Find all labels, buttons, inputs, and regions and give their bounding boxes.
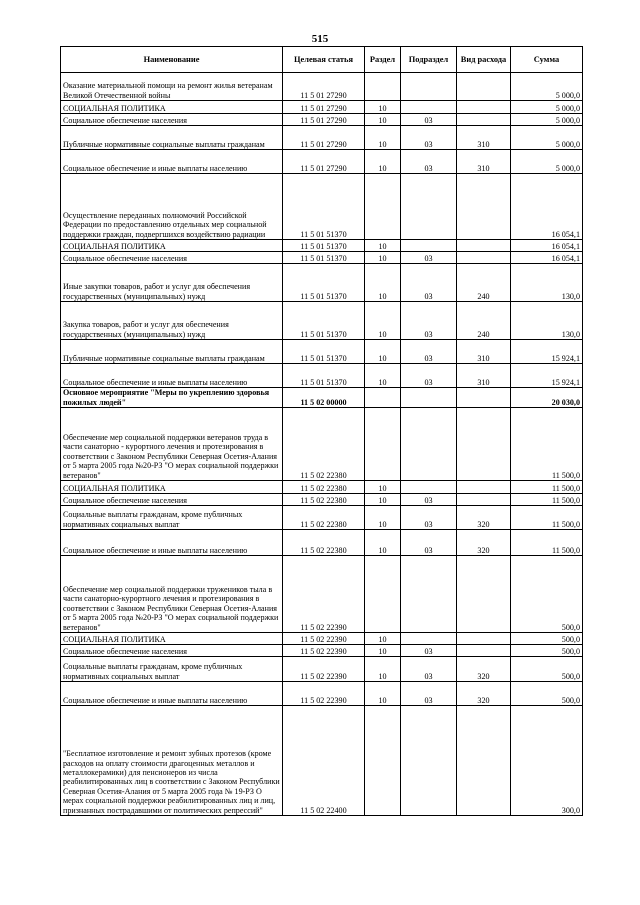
row-subsection (401, 240, 457, 252)
row-target-article: 11 5 01 27290 (283, 150, 365, 174)
row-name: Иные закупки товаров, работ и услуг для обеспечения государственных (муниципальных) нужд (61, 264, 283, 302)
row-expense-type (457, 481, 511, 494)
table-header-row (61, 47, 583, 73)
row-expense-type: 320 (457, 682, 511, 706)
row-section: 10 (365, 506, 401, 530)
row-amount: 130,0 (511, 264, 583, 302)
row-name: Социальные выплаты гражданам, кроме публичных нормативных социальных выплат (61, 506, 283, 530)
row-target-article: 11 5 02 22380 (283, 408, 365, 481)
row-expense-type (457, 494, 511, 506)
row-section (365, 556, 401, 633)
row-name: Социальное обеспечение и иные выплаты населению (61, 682, 283, 706)
row-target-article: 11 5 02 00000 (283, 388, 365, 408)
row-target-article: 11 5 01 51370 (283, 174, 365, 240)
header-expense-type: Вид расхода (457, 47, 511, 73)
row-expense-type (457, 174, 511, 240)
table-row (61, 408, 583, 481)
row-target-article: 11 5 02 22380 (283, 494, 365, 506)
row-subsection: 03 (401, 126, 457, 150)
table-row (61, 174, 583, 240)
row-target-article: 11 5 02 22390 (283, 682, 365, 706)
row-target-article: 11 5 01 27290 (283, 73, 365, 101)
row-subsection (401, 101, 457, 114)
row-name: Закупка товаров, работ и услуг для обеспечения государственных (муниципальных) нужд (61, 302, 283, 340)
row-expense-type (457, 633, 511, 645)
row-subsection (401, 556, 457, 633)
row-subsection: 03 (401, 150, 457, 174)
row-section: 10 (365, 682, 401, 706)
row-section: 10 (365, 364, 401, 388)
header-target-article: Целевая статья (283, 47, 365, 73)
row-name: СОЦИАЛЬНАЯ ПОЛИТИКА (61, 101, 283, 114)
row-name: Социальное обеспечение населения (61, 645, 283, 657)
row-target-article: 11 5 02 22380 (283, 530, 365, 556)
row-subsection: 03 (401, 645, 457, 657)
page-number: 515 (311, 33, 329, 45)
row-target-article: 11 5 02 22400 (283, 706, 365, 816)
row-amount: 5 000,0 (511, 150, 583, 174)
row-expense-type (457, 408, 511, 481)
row-subsection: 03 (401, 302, 457, 340)
row-section: 10 (365, 252, 401, 264)
row-amount: 5 000,0 (511, 73, 583, 101)
row-name: Социальное обеспечение и иные выплаты населению (61, 530, 283, 556)
table-body (61, 73, 583, 816)
row-subsection: 03 (401, 494, 457, 506)
row-expense-type: 310 (457, 126, 511, 150)
row-target-article: 11 5 02 22390 (283, 645, 365, 657)
row-amount: 300,0 (511, 706, 583, 816)
row-section: 10 (365, 494, 401, 506)
row-target-article: 11 5 01 51370 (283, 264, 365, 302)
row-name: СОЦИАЛЬНАЯ ПОЛИТИКА (61, 633, 283, 645)
row-section: 10 (365, 150, 401, 174)
row-subsection: 03 (401, 340, 457, 364)
row-amount: 500,0 (511, 682, 583, 706)
row-name: Обеспечение мер социальной поддержки тружеников тыла в части санаторно-курортного лечения и протезирования в соответствии с Законом Республики Северная Осетия-Алания от 5 марта 2005 года №20-РЗ "О мерах социальной поддержки ветеранов" (61, 556, 283, 633)
row-subsection: 03 (401, 682, 457, 706)
row-name: Обеспечение мер социальной поддержки ветеранов труда в части санаторно - курортного лечения и протезирования в соответствии с Законом Республики Северная Осетия-Алания от 5 марта 2005 года №20-РЗ "О мерах социальной поддержки ветеранов" (61, 408, 283, 481)
row-target-article: 11 5 02 22390 (283, 556, 365, 633)
row-section: 10 (365, 645, 401, 657)
header-section: Раздел (365, 47, 401, 73)
table-row (61, 530, 583, 556)
row-subsection (401, 633, 457, 645)
row-expense-type (457, 240, 511, 252)
row-section: 10 (365, 264, 401, 302)
table-row (61, 240, 583, 252)
table-row (61, 682, 583, 706)
row-name: СОЦИАЛЬНАЯ ПОЛИТИКА (61, 240, 283, 252)
row-name: Социальное обеспечение и иные выплаты населению (61, 364, 283, 388)
table-row (61, 506, 583, 530)
row-expense-type: 240 (457, 264, 511, 302)
row-target-article: 11 5 01 51370 (283, 340, 365, 364)
row-target-article: 11 5 01 51370 (283, 252, 365, 264)
row-target-article: 11 5 02 22390 (283, 633, 365, 645)
row-name: Социальные выплаты гражданам, кроме публичных нормативных социальных выплат (61, 657, 283, 682)
header-subsection: Подраздел (401, 47, 457, 73)
row-target-article: 11 5 02 22380 (283, 506, 365, 530)
row-section (365, 388, 401, 408)
row-target-article: 11 5 01 27290 (283, 126, 365, 150)
table-row (61, 706, 583, 816)
row-subsection: 03 (401, 530, 457, 556)
row-expense-type (457, 114, 511, 126)
row-amount: 5 000,0 (511, 114, 583, 126)
table-row (61, 633, 583, 645)
table-row (61, 126, 583, 150)
row-subsection (401, 706, 457, 816)
row-section: 10 (365, 657, 401, 682)
row-subsection (401, 73, 457, 101)
row-expense-type (457, 556, 511, 633)
row-amount: 20 030,0 (511, 388, 583, 408)
row-amount: 130,0 (511, 302, 583, 340)
row-expense-type: 320 (457, 657, 511, 682)
row-section: 10 (365, 633, 401, 645)
row-name: СОЦИАЛЬНАЯ ПОЛИТИКА (61, 481, 283, 494)
table-row (61, 645, 583, 657)
row-name: Социальное обеспечение населения (61, 114, 283, 126)
row-section (365, 408, 401, 481)
header-amount: Сумма (511, 47, 583, 73)
table-row (61, 494, 583, 506)
row-target-article: 11 5 02 22380 (283, 481, 365, 494)
row-section (365, 706, 401, 816)
row-expense-type (457, 101, 511, 114)
row-name: Публичные нормативные социальные выплаты гражданам (61, 340, 283, 364)
row-target-article: 11 5 01 51370 (283, 302, 365, 340)
row-amount: 500,0 (511, 657, 583, 682)
row-subsection (401, 174, 457, 240)
table-row (61, 101, 583, 114)
row-expense-type: 310 (457, 364, 511, 388)
row-amount: 500,0 (511, 645, 583, 657)
row-name: Основное мероприятие "Меры по укреплению здоровья пожилых людей" (61, 388, 283, 408)
row-name: Публичные нормативные социальные выплаты гражданам (61, 126, 283, 150)
row-amount: 11 500,0 (511, 494, 583, 506)
row-section: 10 (365, 114, 401, 126)
row-subsection: 03 (401, 657, 457, 682)
row-section: 10 (365, 340, 401, 364)
table-row (61, 73, 583, 101)
table-row (61, 302, 583, 340)
table-row (61, 388, 583, 408)
row-expense-type (457, 252, 511, 264)
row-section: 10 (365, 302, 401, 340)
row-amount: 5 000,0 (511, 101, 583, 114)
row-section: 10 (365, 481, 401, 494)
row-amount: 11 500,0 (511, 530, 583, 556)
row-expense-type: 320 (457, 530, 511, 556)
row-expense-type: 310 (457, 150, 511, 174)
row-amount: 16 054,1 (511, 240, 583, 252)
row-target-article: 11 5 01 27290 (283, 101, 365, 114)
row-subsection: 03 (401, 364, 457, 388)
budget-table (60, 46, 583, 816)
row-expense-type: 310 (457, 340, 511, 364)
row-subsection: 03 (401, 252, 457, 264)
header-name: Наименование (61, 47, 283, 73)
row-amount: 15 924,1 (511, 340, 583, 364)
row-subsection (401, 388, 457, 408)
row-name: Осуществление переданных полномочий Российской Федерации по предоставлению отдельных мер социальной поддержки граждан, подвергшихся воздействию радиации (61, 174, 283, 240)
row-amount: 11 500,0 (511, 481, 583, 494)
row-section: 10 (365, 530, 401, 556)
row-amount: 15 924,1 (511, 364, 583, 388)
table-row (61, 364, 583, 388)
row-amount: 5 000,0 (511, 126, 583, 150)
row-target-article: 11 5 02 22390 (283, 657, 365, 682)
row-subsection (401, 481, 457, 494)
table-row (61, 264, 583, 302)
row-amount: 500,0 (511, 633, 583, 645)
row-expense-type (457, 645, 511, 657)
row-section: 10 (365, 126, 401, 150)
row-expense-type: 240 (457, 302, 511, 340)
row-amount: 500,0 (511, 556, 583, 633)
row-subsection: 03 (401, 114, 457, 126)
table-row (61, 556, 583, 633)
row-amount: 11 500,0 (511, 408, 583, 481)
row-section (365, 174, 401, 240)
table-row (61, 252, 583, 264)
table-row (61, 481, 583, 494)
row-subsection: 03 (401, 506, 457, 530)
row-expense-type (457, 73, 511, 101)
row-name: Социальное обеспечение населения (61, 494, 283, 506)
table-row (61, 657, 583, 682)
row-expense-type (457, 388, 511, 408)
row-expense-type: 320 (457, 506, 511, 530)
row-section: 10 (365, 101, 401, 114)
row-target-article: 11 5 01 51370 (283, 240, 365, 252)
row-amount: 16 054,1 (511, 174, 583, 240)
row-section (365, 73, 401, 101)
row-name: Социальное обеспечение и иные выплаты населению (61, 150, 283, 174)
row-name: "Бесплатное изготовление и ремонт зубных протезов (кроме расходов на оплату стоимости драгоценных металлов и металлокерамики) для пенсионеров из числа реабилитированных лиц в соответствии с Законом Республики Северная Осетия-Алания от 5 марта 2005 года № 19-РЗ О мерах социальной поддержки реабилитированных лиц и лиц, признанных пострадавшими от политических репрессий" (61, 706, 283, 816)
table-row (61, 114, 583, 126)
row-name: Социальное обеспечение населения (61, 252, 283, 264)
row-target-article: 11 5 01 27290 (283, 114, 365, 126)
table-row (61, 340, 583, 364)
row-section: 10 (365, 240, 401, 252)
table-row (61, 150, 583, 174)
row-amount: 16 054,1 (511, 252, 583, 264)
row-target-article: 11 5 01 51370 (283, 364, 365, 388)
row-subsection: 03 (401, 264, 457, 302)
row-name: Оказание материальной помощи на ремонт жилья ветеранам Великой Отечественной войны (61, 73, 283, 101)
row-expense-type (457, 706, 511, 816)
row-amount: 11 500,0 (511, 506, 583, 530)
row-subsection (401, 408, 457, 481)
